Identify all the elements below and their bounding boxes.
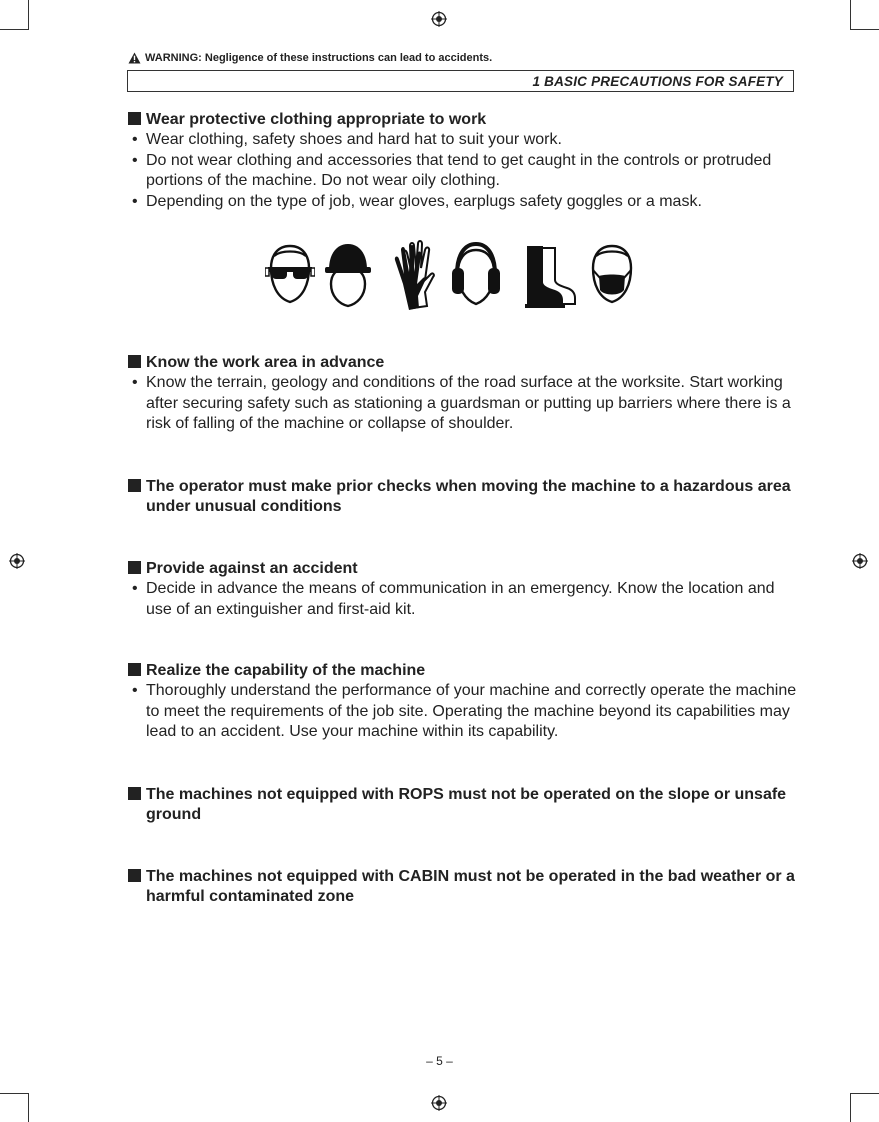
crop-mark: [28, 0, 29, 30]
section-heading: [128, 867, 798, 907]
section-heading: [128, 353, 798, 373]
list-item: • Thoroughly understand the performance of your machine and correctly operate the machine to meet the requirements of the job site. Operating the machine beyond its capabilities may lead to an accident. Use your machine within its capability.: [132, 682, 797, 740]
section-heading-text: Wear protective clothing appropriate to work: [146, 111, 487, 128]
bullet-list: [128, 579, 798, 620]
list-item-text: Do not wear clothing and accessories that tend to get caught in the controls or protruded portions of the machine. Do not wear oily clothing.: [146, 151, 772, 189]
section-heading: [128, 661, 798, 681]
warning-text: WARNING: Negligence of these instructions can lead to accidents.: [145, 52, 493, 64]
safety-boots-icon: [521, 240, 577, 310]
square-bullet-icon: [128, 561, 141, 574]
ppe-icons-row: [265, 240, 635, 312]
crop-mark: [850, 0, 851, 30]
list-item-text: Wear clothing, safety shoes and hard hat to suit your work.: [146, 131, 562, 148]
list-item: • Know the terrain, geology and conditions of the road surface at the worksite. Start working after securing safety such as stationing a guardsman or putting up barriers where there is a risk of falling of the machine or collapse of shoulder.: [132, 374, 791, 432]
crop-mark: [851, 1093, 879, 1094]
section-header-title: 1 BASIC PRECAUTIONS FOR SAFETY: [532, 74, 783, 89]
list-item: • Decide in advance the means of communication in an emergency. Know the location and use of an extinguisher and first-aid kit.: [132, 580, 775, 618]
section-heading-text: The machines not equipped with CABIN must not be operated in the bad weather or a harmful contaminated zone: [146, 868, 795, 905]
crop-mark: [0, 1093, 28, 1094]
bullet-list: [128, 681, 798, 743]
warning-line: [128, 52, 492, 64]
square-bullet-icon: [128, 355, 141, 368]
hard-hat-icon: [323, 240, 373, 310]
section-rops: [128, 785, 798, 825]
section-heading: [128, 110, 798, 130]
square-bullet-icon: [128, 663, 141, 676]
section-heading-text: Know the work area in advance: [146, 354, 385, 371]
list-item-text: Decide in advance the means of communication in an emergency. Know the location and use of an extinguisher and first-aid kit.: [146, 580, 775, 618]
bullet-list: [128, 130, 798, 212]
section-heading-text: Realize the capability of the machine: [146, 662, 426, 679]
registration-mark-icon: [431, 1095, 447, 1111]
registration-mark-icon: [852, 553, 868, 569]
ear-protection-icon: [451, 240, 501, 310]
crop-mark: [851, 29, 879, 30]
square-bullet-icon: [128, 479, 141, 492]
bullet-list: [128, 373, 798, 435]
list-item: • Depending on the type of job, wear gloves, earplugs safety goggles or a mask.: [132, 192, 702, 210]
section-accident: [128, 559, 798, 620]
section-prior-checks: [128, 477, 798, 517]
safety-goggles-icon: [265, 240, 315, 310]
square-bullet-icon: [128, 869, 141, 882]
section-header-box: [127, 70, 794, 92]
section-heading-text: The operator must make prior checks when moving the machine to a hazardous area under unusual conditions: [146, 478, 791, 515]
list-item-text: Know the terrain, geology and conditions of the road surface at the worksite. Start working after securing safety such as stationing a guardsman or putting up barriers where there is a risk of falling of the machine or collapse of shoulder.: [146, 374, 791, 432]
section-work-area: [128, 353, 798, 435]
section-capability: [128, 661, 798, 743]
crop-mark: [28, 1093, 29, 1122]
page-number: – 5 –: [426, 1054, 453, 1068]
section-heading: [128, 785, 798, 825]
face-mask-icon: [587, 240, 637, 310]
square-bullet-icon: [128, 787, 141, 800]
list-item: • Do not wear clothing and accessories that tend to get caught in the controls or protruded portions of the machine. Do not wear oily clothing.: [132, 151, 772, 189]
section-heading-text: The machines not equipped with ROPS must not be operated on the slope or unsafe ground: [146, 786, 787, 823]
registration-mark-icon: [9, 553, 25, 569]
gloves-icon: [389, 240, 435, 312]
warning-triangle-icon: [128, 52, 141, 64]
section-heading-text: Provide against an accident: [146, 560, 358, 577]
section-cabin: [128, 867, 798, 907]
crop-mark: [850, 1093, 851, 1122]
section-protective-clothing: [128, 110, 798, 212]
list-item-text: Thoroughly understand the performance of your machine and correctly operate the machine to meet the requirements of the job site. Operating the machine beyond its capabilities may lead to an accident. Use your machine within its capability.: [146, 682, 797, 740]
registration-mark-icon: [431, 11, 447, 27]
section-heading: [128, 477, 798, 517]
square-bullet-icon: [128, 112, 141, 125]
list-item: • Wear clothing, safety shoes and hard hat to suit your work.: [132, 131, 562, 148]
crop-mark: [0, 29, 28, 30]
list-item-text: Depending on the type of job, wear gloves, earplugs safety goggles or a mask.: [146, 192, 702, 210]
section-heading: [128, 559, 798, 579]
